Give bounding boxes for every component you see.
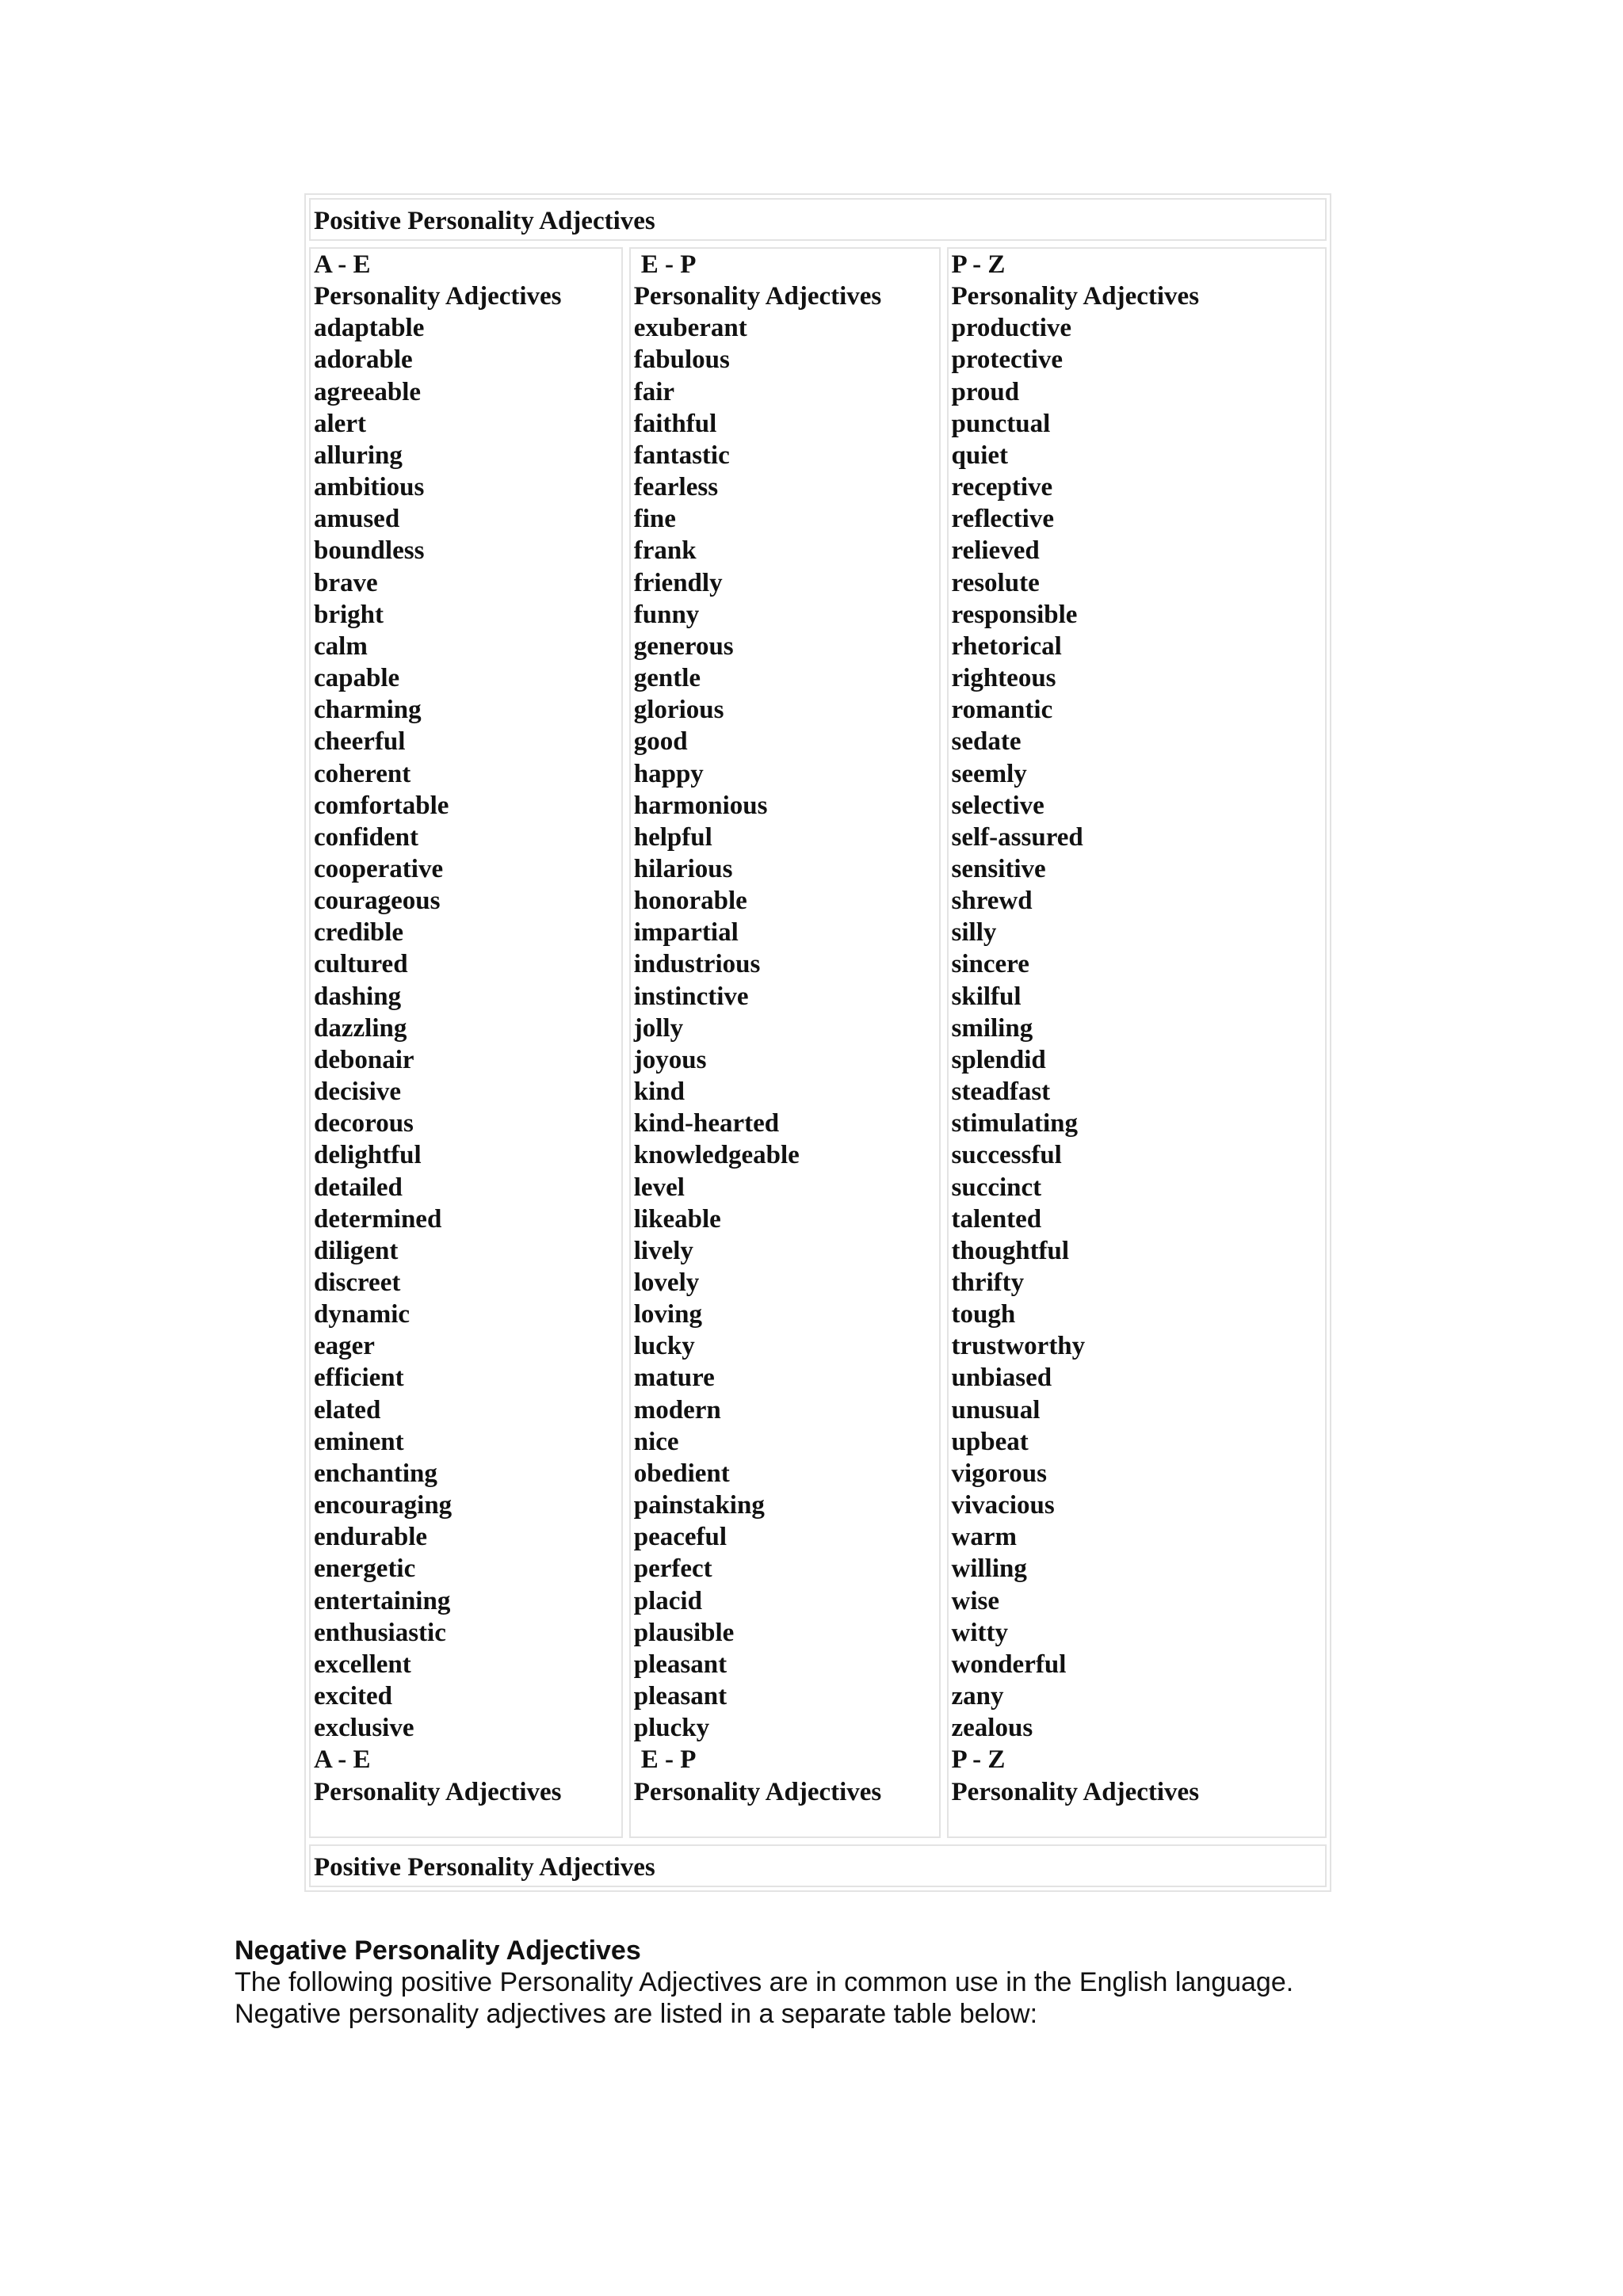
adjective-item: lovely	[633, 1268, 700, 1297]
adjective-item: knowledgeable	[633, 1141, 800, 1170]
adjective-item: zealous	[951, 1714, 1033, 1743]
adjective-item: energetic	[314, 1554, 416, 1584]
adjective-item: industrious	[633, 950, 761, 979]
adjective-item: nice	[633, 1427, 679, 1456]
adjective-item: romantic	[951, 696, 1053, 725]
adjective-item: seemly	[951, 759, 1027, 788]
adjective-item: confident	[314, 822, 418, 852]
adjective-item: delightful	[314, 1141, 422, 1170]
adjective-item: wise	[951, 1586, 1000, 1615]
adjective-item: honorable	[633, 887, 747, 916]
adjective-item: fantastic	[633, 441, 730, 470]
column-e-p	[629, 247, 941, 1838]
adjective-item: cooperative	[314, 854, 444, 883]
adjective-item: talented	[951, 1204, 1042, 1234]
adjective-item: generous	[633, 631, 734, 661]
adjective-item: discreet	[314, 1268, 401, 1297]
adjective-item: comfortable	[314, 791, 449, 820]
adjective-item: determined	[314, 1204, 442, 1234]
column-subtitle: Personality Adjectives	[951, 282, 1200, 311]
adjective-item: charming	[314, 696, 422, 725]
adjective-item: succinct	[951, 1173, 1042, 1202]
adjective-item: jolly	[633, 1013, 684, 1043]
adjective-item: friendly	[633, 568, 723, 597]
adjective-item: pleasant	[633, 1650, 727, 1679]
adjective-item: detailed	[314, 1173, 403, 1202]
adjective-item: protective	[951, 345, 1064, 375]
adjective-item: alluring	[314, 441, 403, 470]
adjective-item: thoughtful	[951, 1236, 1070, 1265]
adjective-item: smiling	[951, 1013, 1033, 1043]
adjective-item: bright	[314, 600, 384, 629]
adjective-item: impartial	[633, 918, 739, 948]
column-subtitle: Personality Adjectives	[314, 282, 562, 311]
adjective-item: encouraging	[314, 1491, 453, 1520]
adjective-item: righteous	[951, 664, 1056, 693]
adjective-item: vivacious	[951, 1491, 1055, 1520]
adjective-item: rhetorical	[951, 631, 1062, 661]
adjective-item: lucky	[633, 1332, 695, 1361]
adjective-item: quiet	[951, 441, 1009, 470]
adjective-item: shrewd	[951, 887, 1033, 916]
section-text-line-1: The following positive Personality Adjectives are in common use in the English language.	[235, 1967, 1294, 1997]
adjective-item: excellent	[314, 1650, 411, 1679]
adjective-item: faithful	[633, 409, 717, 438]
adjective-item: exuberant	[633, 314, 747, 343]
section-title: Negative Personality Adjectives	[235, 1936, 641, 1966]
adjective-item: diligent	[314, 1236, 399, 1265]
adjective-item: silly	[951, 918, 997, 948]
table-header: Positive Personality Adjectives	[309, 198, 1327, 241]
adjective-item: unusual	[951, 1395, 1041, 1425]
adjective-item: elated	[314, 1395, 381, 1425]
adjective-item: happy	[633, 759, 704, 788]
adjective-item: kind	[633, 1077, 685, 1107]
column-subtitle: Personality Adjectives	[633, 282, 882, 311]
adjective-item: amused	[314, 505, 400, 534]
adjective-item: alert	[314, 409, 366, 438]
adjective-item: trustworthy	[951, 1332, 1086, 1361]
adjective-item: likeable	[633, 1204, 721, 1234]
adjective-item: mature	[633, 1363, 715, 1393]
adjective-item: reflective	[951, 505, 1054, 534]
adjective-item: debonair	[314, 1045, 414, 1074]
adjective-item: excited	[314, 1682, 392, 1711]
adjective-item: modern	[633, 1395, 721, 1425]
adjectives-table	[304, 193, 1331, 1892]
adjective-item: warm	[951, 1523, 1017, 1552]
adjective-item: gentle	[633, 664, 701, 693]
adjective-item: resolute	[951, 568, 1040, 597]
adjective-item: kind-hearted	[633, 1109, 780, 1138]
adjective-item: efficient	[314, 1363, 404, 1393]
adjective-item: thrifty	[951, 1268, 1025, 1297]
column-range-label: E - P	[640, 250, 697, 279]
adjective-item: relieved	[951, 536, 1040, 566]
adjective-item: credible	[314, 918, 404, 948]
adjective-item: enthusiastic	[314, 1618, 446, 1647]
adjective-item: sedate	[951, 727, 1022, 757]
adjective-item: steadfast	[951, 1077, 1051, 1107]
adjective-item: loving	[633, 1300, 702, 1329]
adjective-item: sincere	[951, 950, 1029, 979]
table-columns	[309, 247, 1327, 1838]
adjective-item: productive	[951, 314, 1072, 343]
adjective-item: obedient	[633, 1459, 730, 1488]
adjective-item: calm	[314, 631, 368, 661]
adjective-item: fine	[633, 505, 676, 534]
adjective-item: tough	[951, 1300, 1016, 1329]
adjective-item: eager	[314, 1332, 375, 1361]
adjective-item: vigorous	[951, 1459, 1047, 1488]
adjective-item: upbeat	[951, 1427, 1029, 1456]
adjective-item: coherent	[314, 759, 411, 788]
column-p-z	[947, 247, 1327, 1838]
adjective-item: punctual	[951, 409, 1051, 438]
adjective-item: decorous	[314, 1109, 414, 1138]
adjective-item: placid	[633, 1586, 702, 1615]
adjective-item: glorious	[633, 696, 724, 725]
adjective-item: helpful	[633, 822, 712, 852]
adjective-item: willing	[951, 1554, 1027, 1584]
adjective-item: harmonious	[633, 791, 768, 820]
adjective-item: unbiased	[951, 1363, 1052, 1393]
adjective-item: joyous	[633, 1045, 707, 1074]
adjective-item: wonderful	[951, 1650, 1067, 1679]
adjective-item: brave	[314, 568, 378, 597]
adjective-item: lively	[633, 1236, 693, 1265]
adjective-item: courageous	[314, 887, 441, 916]
column-range-label: A - E	[314, 250, 371, 279]
column-subtitle-bottom: Personality Adjectives	[314, 1777, 562, 1806]
adjective-item: ambitious	[314, 473, 425, 502]
adjective-item: cheerful	[314, 727, 406, 757]
adjective-item: plausible	[633, 1618, 735, 1647]
adjective-item: dashing	[314, 982, 402, 1011]
adjective-item: hilarious	[633, 854, 733, 883]
adjective-item: good	[633, 727, 688, 757]
section-text-line-2: Negative personality adjectives are listed in a separate table below:	[235, 1999, 1038, 2029]
adjective-item: fair	[633, 377, 675, 406]
adjective-item: enchanting	[314, 1459, 437, 1488]
adjective-item: responsible	[951, 600, 1078, 629]
adjective-item: fabulous	[633, 345, 730, 375]
adjective-item: self-assured	[951, 822, 1083, 852]
negative-section	[235, 1935, 1293, 2030]
adjective-item: eminent	[314, 1427, 404, 1456]
adjective-item: selective	[951, 791, 1044, 820]
adjective-item: stimulating	[951, 1109, 1079, 1138]
adjective-item: dazzling	[314, 1013, 407, 1043]
adjective-item: instinctive	[633, 982, 749, 1011]
column-subtitle-bottom: Personality Adjectives	[633, 1777, 882, 1806]
column-subtitle-bottom: Personality Adjectives	[951, 1777, 1200, 1806]
adjective-item: funny	[633, 600, 700, 629]
adjective-item: perfect	[633, 1554, 712, 1584]
adjective-item: successful	[951, 1141, 1062, 1170]
adjective-item: adaptable	[314, 314, 425, 343]
adjective-item: agreeable	[314, 377, 422, 406]
adjective-item: proud	[951, 377, 1020, 406]
adjective-item: pleasant	[633, 1682, 727, 1711]
adjective-item: decisive	[314, 1077, 401, 1107]
adjective-item: dynamic	[314, 1300, 411, 1329]
adjective-item: capable	[314, 664, 400, 693]
column-range-label-bottom: A - E	[314, 1745, 371, 1775]
table-footer: Positive Personality Adjectives	[309, 1844, 1327, 1887]
adjective-item: boundless	[314, 536, 425, 566]
column-range-label-bottom: P - Z	[951, 1745, 1006, 1775]
adjective-item: receptive	[951, 473, 1053, 502]
column-a-e	[309, 247, 623, 1838]
adjective-item: fearless	[633, 473, 719, 502]
adjective-item: witty	[951, 1618, 1008, 1647]
adjective-item: peaceful	[633, 1523, 727, 1552]
adjective-item: level	[633, 1173, 685, 1202]
adjective-item: sensitive	[951, 854, 1046, 883]
adjective-item: entertaining	[314, 1586, 451, 1615]
adjective-item: painstaking	[633, 1491, 765, 1520]
adjective-item: endurable	[314, 1523, 428, 1552]
adjective-item: frank	[633, 536, 697, 566]
adjective-item: cultured	[314, 950, 408, 979]
adjective-item: exclusive	[314, 1714, 414, 1743]
column-range-label-bottom: E - P	[640, 1745, 697, 1775]
adjective-item: zany	[951, 1682, 1004, 1711]
adjective-item: splendid	[951, 1045, 1046, 1074]
adjective-item: adorable	[314, 345, 413, 375]
adjective-item: skilful	[951, 982, 1022, 1011]
adjective-item: plucky	[633, 1714, 710, 1743]
column-range-label: P - Z	[951, 250, 1006, 279]
